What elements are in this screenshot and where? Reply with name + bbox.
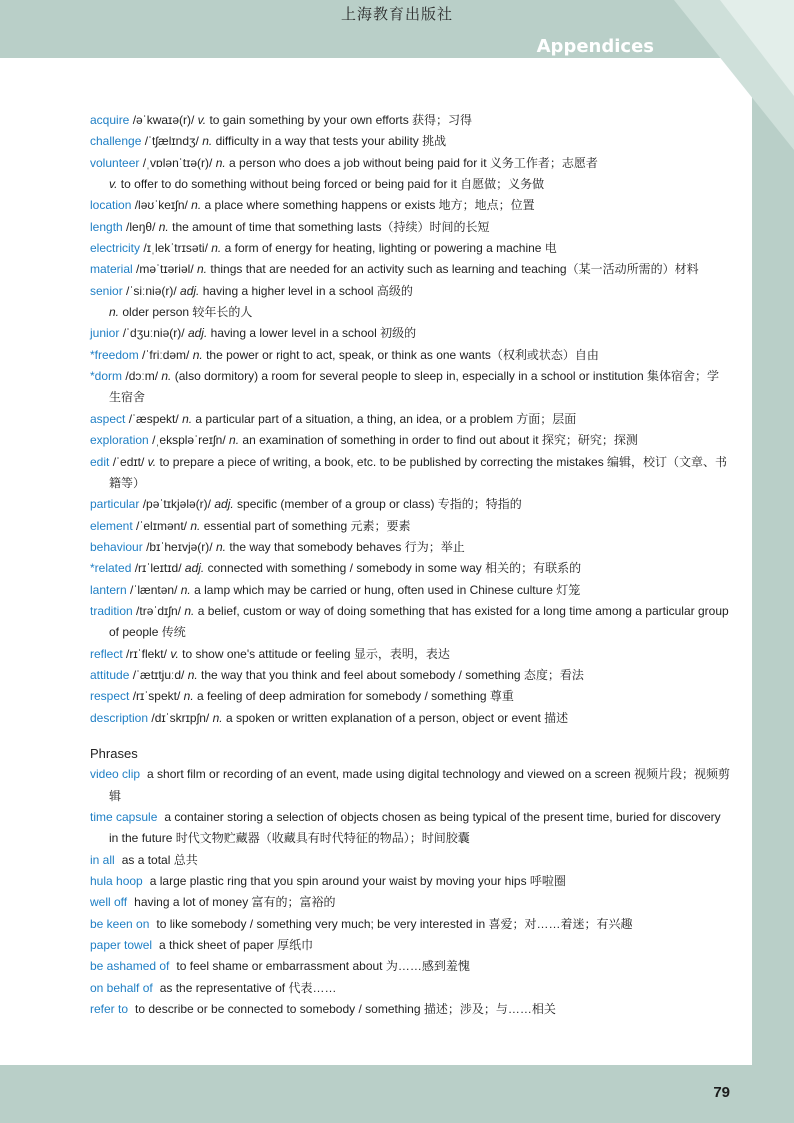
phrase: in all xyxy=(90,852,115,867)
headword: behaviour xyxy=(90,539,143,554)
headword: tradition xyxy=(90,603,133,618)
part-of-speech: v. xyxy=(197,113,207,127)
headword: reflect xyxy=(90,646,123,661)
phonetic: /dɔːm/ xyxy=(125,369,159,384)
definition: a spoken or written explanation of a person, object or event 描述 xyxy=(225,710,569,725)
phrase-entry xyxy=(90,807,730,850)
definition: to prepare a piece of writing, a book, etc. to be published by correcting the mistakes 编辑，校订（文章、书籍等） xyxy=(109,454,728,490)
phonetic: /ˈelɪmənt/ xyxy=(136,518,187,533)
phrase-entry xyxy=(90,999,730,1020)
phrase-definition: having a lot of money 富有的；富裕的 xyxy=(134,895,336,910)
part-of-speech: adj. xyxy=(180,283,200,298)
phonetic: /ˌekspləˈreɪʃn/ xyxy=(152,433,226,448)
headword: location xyxy=(90,198,132,213)
vocab-entry xyxy=(90,452,730,495)
phrase-entries xyxy=(90,764,730,1020)
headword: respect xyxy=(90,689,130,704)
part-of-speech: adj. xyxy=(214,497,234,512)
vocab-entry xyxy=(90,494,730,515)
part-of-speech: n. xyxy=(192,347,203,362)
definition: to show one's attitude or feeling 显示，表明，表达 xyxy=(182,646,450,661)
phonetic: /ˌvɒlənˈtɪə(r)/ xyxy=(142,155,213,170)
vocabulary-list xyxy=(90,110,730,1020)
phrase-entry xyxy=(90,935,730,956)
phonetic: /ˈæspekt/ xyxy=(128,411,179,426)
vocab-entry xyxy=(90,366,730,409)
part-of-speech: n. xyxy=(211,241,222,256)
phrase-definition: to like somebody / something very much; be very interested in 喜爱；对……着迷；有兴趣 xyxy=(156,916,633,931)
footer-band xyxy=(0,1065,794,1123)
headword: material xyxy=(90,262,133,277)
vocab-entry xyxy=(90,195,730,216)
phrase-definition: a container storing a selection of objects chosen as being typical of the present time, buried for discovery in the future 时代文物贮藏器（收藏具有时代特征的物品）；时间胶囊 xyxy=(109,810,721,846)
phrase: hula hoop xyxy=(90,874,143,889)
page-number: 79 xyxy=(713,1084,730,1101)
phrase-entry xyxy=(90,850,730,871)
headword: edit xyxy=(90,454,110,469)
part-of-speech: n. xyxy=(182,411,193,426)
phrase: refer to xyxy=(90,1002,129,1017)
headword: particular xyxy=(90,497,140,512)
phrase-entry xyxy=(90,764,730,807)
part-of-speech: n. xyxy=(212,710,223,725)
phrase-definition: to feel shame or embarrassment about 为……感到羞愧 xyxy=(176,959,470,974)
part-of-speech: n. xyxy=(202,134,213,149)
vocab-entry xyxy=(90,537,730,558)
definition: connected with something / somebody in some way 相关的；有联系的 xyxy=(207,561,582,576)
headword: *dorm xyxy=(90,369,123,384)
phrase-definition: a thick sheet of paper 厚纸巾 xyxy=(159,938,314,953)
phonetic: /rɪˈspekt/ xyxy=(132,689,181,704)
phrase-entry xyxy=(90,871,730,892)
phonetic: /ˈtʃælɪndʒ/ xyxy=(144,134,199,149)
publisher-name: 上海教育出版社 xyxy=(340,5,453,23)
definition: the way that you think and feel about somebody / something 态度；看法 xyxy=(201,667,584,682)
phonetic: /pəˈtɪkjələ(r)/ xyxy=(142,497,211,512)
phrase: well off xyxy=(90,895,128,910)
additional-sense xyxy=(90,302,730,323)
definition: specific (member of a group or class) 专指的；特指的 xyxy=(237,497,522,512)
phrases-heading: Phrases xyxy=(90,745,138,761)
phrase: time capsule xyxy=(90,810,158,824)
vocab-entry xyxy=(90,131,730,152)
phonetic: /ɪˌlekˈtrɪsəti/ xyxy=(143,241,208,256)
part-of-speech: n. xyxy=(161,369,172,384)
headword: challenge xyxy=(90,134,142,149)
vocab-entry xyxy=(90,601,730,644)
part-of-speech: n. xyxy=(187,667,198,682)
headword: junior xyxy=(90,326,120,341)
part-of-speech: v. xyxy=(170,646,179,661)
phrase-entry xyxy=(90,892,730,913)
definition: a feeling of deep admiration for somebody / something 尊重 xyxy=(197,689,514,704)
vocab-entry xyxy=(90,153,730,174)
phonetic: /əˈkwaɪə(r)/ xyxy=(132,113,195,127)
section-title: Appendices xyxy=(536,36,654,57)
word-entries xyxy=(90,110,730,729)
additional-sense xyxy=(90,174,730,195)
definition: the power or right to act, speak, or think as one wants（权利或状态）自由 xyxy=(206,347,599,362)
headword: acquire xyxy=(90,113,130,127)
part-of-speech: n. xyxy=(158,219,169,234)
phonetic: /ˈlæntən/ xyxy=(130,582,178,597)
part-of-speech: n. xyxy=(229,433,240,448)
phonetic: /ˈfriːdəm/ xyxy=(142,347,190,362)
headword: lantern xyxy=(90,582,127,597)
phrase-definition: to describe or be connected to somebody / something 描述；涉及；与……相关 xyxy=(135,1002,556,1017)
phrase: paper towel xyxy=(90,938,153,953)
definition: the way that somebody behaves 行为；举止 xyxy=(229,539,465,554)
phonetic: /rɪˈflekt/ xyxy=(126,646,167,661)
definition: to gain something by your own efforts 获得；习得 xyxy=(209,113,473,127)
definition: a place where something happens or exists 地方；地点；位置 xyxy=(204,198,535,213)
phrase-entry xyxy=(90,978,730,999)
vocab-entry xyxy=(90,665,730,686)
headword: volunteer xyxy=(90,155,140,170)
phrase-definition: as a total 总共 xyxy=(121,852,198,867)
vocab-entry xyxy=(90,345,730,366)
headword: attitude xyxy=(90,667,130,682)
definition: a person who does a job without being paid for it 义务工作者；志愿者 xyxy=(229,155,598,170)
definition: an examination of something in order to find out about it 探究；研究；探测 xyxy=(242,433,638,448)
vocab-entry xyxy=(90,259,730,280)
part-of-speech: n. xyxy=(109,305,120,320)
phonetic: /rɪˈleɪtɪd/ xyxy=(134,561,182,576)
phrase-definition: a short film or recording of an event, made using digital technology and viewed on a screen 视频片段；视频剪辑 xyxy=(109,767,730,803)
phonetic: /ˈedɪt/ xyxy=(112,454,145,469)
phonetic: /məˈtɪəriəl/ xyxy=(136,262,194,277)
definition: having a lower level in a school 初级的 xyxy=(210,326,417,341)
vocab-entry xyxy=(90,409,730,430)
headword: element xyxy=(90,518,133,533)
vocab-entry xyxy=(90,686,730,707)
vocab-entry xyxy=(90,323,730,344)
part-of-speech: n. xyxy=(215,155,226,170)
definition: the amount of time that something lasts（持续）时间的长短 xyxy=(172,219,490,234)
headword: *freedom xyxy=(90,347,139,362)
vocab-entry xyxy=(90,558,730,579)
definition: things that are needed for an activity such as learning and teaching（某一活动所需的）材料 xyxy=(210,262,699,277)
part-of-speech: n. xyxy=(190,518,201,533)
phonetic: /ˈdʒuːniə(r)/ xyxy=(122,326,185,341)
definition: having a higher level in a school 高级的 xyxy=(202,283,413,298)
headword: exploration xyxy=(90,433,149,448)
phonetic: /bɪˈheɪvjə(r)/ xyxy=(146,539,213,554)
part-of-speech: n. xyxy=(180,582,191,597)
part-of-speech: n. xyxy=(184,603,195,618)
part-of-speech: n. xyxy=(183,689,194,704)
definition: (also dormitory) a room for several people to sleep in, especially in a school or institution 集体宿舍；学生宿舍 xyxy=(109,369,719,405)
phonetic: /trəˈdɪʃn/ xyxy=(136,603,181,618)
definition: difficulty in a way that tests your ability 挑战 xyxy=(215,134,447,149)
part-of-speech: adj. xyxy=(184,561,205,576)
headword: electricity xyxy=(90,241,141,256)
headword: aspect xyxy=(90,411,126,426)
phonetic: /ˈsiːniə(r)/ xyxy=(126,283,177,298)
part-of-speech: n. xyxy=(191,198,202,213)
part-of-speech: adj. xyxy=(187,326,208,341)
definition: to offer to do something without being forced or being paid for it 自愿做；义务做 xyxy=(120,177,545,192)
definition: essential part of something 元素；要素 xyxy=(203,518,411,533)
phrase: be ashamed of xyxy=(90,959,170,974)
part-of-speech: n. xyxy=(197,262,208,277)
phrase: video clip xyxy=(90,767,141,782)
vocab-entry xyxy=(90,430,730,451)
part-of-speech: v. xyxy=(147,454,157,469)
phrase-definition: a large plastic ring that you spin around your waist by moving your hips 呼啦圈 xyxy=(149,874,566,889)
phrase-entry xyxy=(90,914,730,935)
headword: senior xyxy=(90,283,123,298)
phonetic: /ləʊˈkeɪʃn/ xyxy=(134,198,188,213)
vocab-entry xyxy=(90,238,730,259)
definition: a lamp which may be carried or hung, often used in Chinese culture 灯笼 xyxy=(194,582,581,597)
vocab-entry xyxy=(90,516,730,537)
headword: length xyxy=(90,219,123,234)
vocab-entry xyxy=(90,708,730,729)
definition: a particular part of a situation, a thing, an idea, or a problem 方面；层面 xyxy=(195,411,577,426)
phrase-definition: as the representative of 代表…… xyxy=(159,980,337,995)
phonetic: /ˈætɪtjuːd/ xyxy=(132,667,185,682)
vocab-entry xyxy=(90,580,730,601)
headword: *related xyxy=(90,561,132,576)
vocab-entry xyxy=(90,281,730,302)
definition: older person 较年长的人 xyxy=(122,305,253,320)
part-of-speech: n. xyxy=(215,539,226,554)
headword: description xyxy=(90,710,149,725)
phrase-entry xyxy=(90,956,730,977)
phrase: be keen on xyxy=(90,916,150,931)
vocab-entry xyxy=(90,644,730,665)
vocab-entry xyxy=(90,110,730,131)
definition: a belief, custom or way of doing something that has existed for a long time among a particular group of people 传统 xyxy=(109,603,729,640)
part-of-speech: v. xyxy=(109,177,118,192)
phonetic: /dɪˈskrɪpʃn/ xyxy=(151,710,210,725)
phonetic: /leŋθ/ xyxy=(126,219,156,234)
definition: a form of energy for heating, lighting or powering a machine 电 xyxy=(224,241,557,256)
vocab-entry xyxy=(90,217,730,238)
phrase: on behalf of xyxy=(90,980,153,995)
